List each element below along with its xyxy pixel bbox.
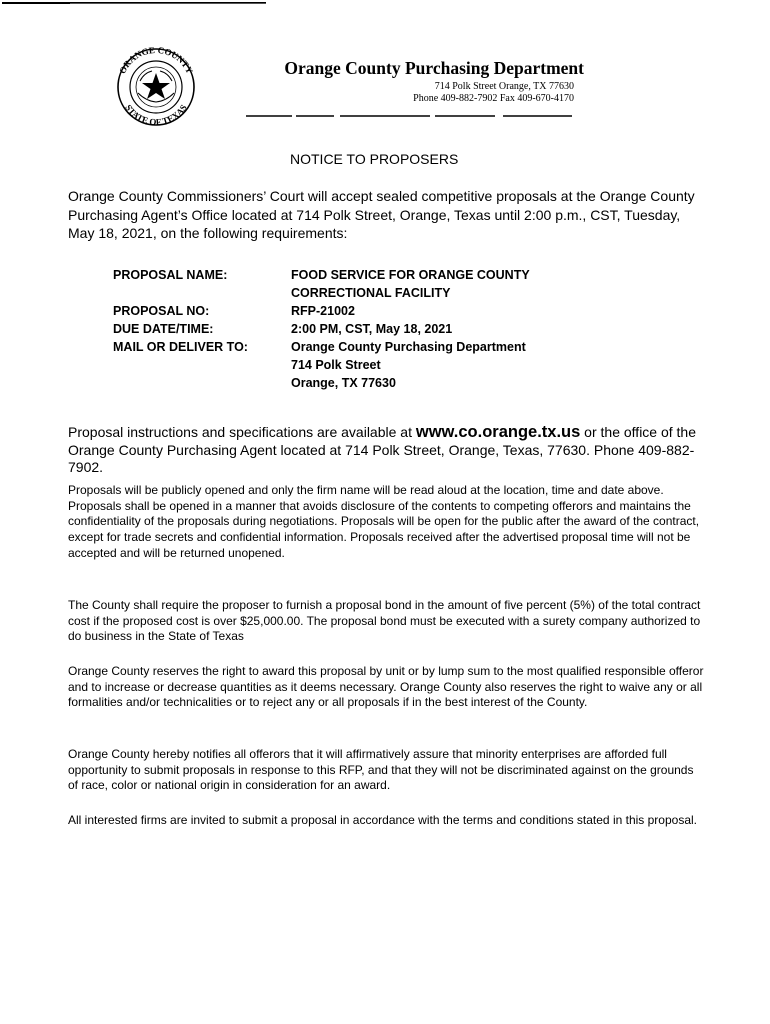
notice-title: NOTICE TO PROPOSERS bbox=[290, 151, 459, 167]
proposal-name-value-2: CORRECTIONAL FACILITY bbox=[291, 286, 451, 300]
department-address: 714 Polk Street Orange, TX 77630 bbox=[434, 81, 574, 92]
proposal-no-value: RFP-21002 bbox=[291, 304, 355, 318]
proposal-name-value-1: FOOD SERVICE FOR ORANGE COUNTY bbox=[291, 268, 530, 282]
svg-text:STATE OF TEXAS: STATE OF TEXAS bbox=[123, 102, 189, 127]
mail-deliver-label: MAIL OR DELIVER TO: bbox=[113, 340, 248, 354]
mail-deliver-value-3: Orange, TX 77630 bbox=[291, 376, 396, 390]
intro-paragraph: Orange County Commissioners’ Court will accept sealed competitive proposals at the Orange County Purchasing Agent’s Office located at 714 Polk Street, Orange, Texas until 2:00 p.m., CST, Tuesday, May 18, 2021, on the following requirements: bbox=[68, 188, 695, 241]
due-date-value: 2:00 PM, CST, May 18, 2021 bbox=[291, 322, 453, 336]
proposal-name-label: PROPOSAL NAME: bbox=[113, 268, 228, 282]
minority-notice-paragraph: Orange County hereby notifies all offerors that it will affirmatively assure that minority enterprises are afforded full opportunity to submit proposals in response to this RFP, and that they will not be discriminated against on the grounds of race, color or national origin in consideration for an award. bbox=[68, 747, 694, 793]
proposal-no-label: PROPOSAL NO: bbox=[113, 304, 210, 318]
header-separator bbox=[246, 115, 572, 117]
availability-text-before: Proposal instructions and specifications are available at bbox=[68, 424, 416, 440]
mail-deliver-value-1: Orange County Purchasing Department bbox=[291, 340, 526, 354]
county-seal-logo bbox=[108, 47, 204, 127]
award-rights-paragraph: Orange County reserves the right to award this proposal by unit or by lump sum to the most qualified responsible offeror and to increase or decrease quantities as it deems necessary. Orange County also reserves the right to waive any or all formalities and/or technicalities or to reject any or all proposals if in the best interest of the County. bbox=[68, 664, 704, 710]
bond-paragraph: The County shall require the proposer to furnish a proposal bond in the amount of five percent (5%) of the total contract cost if the proposed cost is over $25,000.00. The proposal bond must be executed with a surety company authorized to do business in the State of Texas bbox=[68, 598, 701, 644]
availability-text-after: or the office of the Orange County Purchasing Agent located at 714 Polk Street, Orange, Texas, 77630. Phone 409-882-7902. bbox=[68, 424, 697, 475]
svg-text:ORANGE COUNTY: ORANGE COUNTY bbox=[117, 47, 195, 76]
mail-deliver-value-2: 714 Polk Street bbox=[291, 358, 381, 372]
website-link[interactable]: www.co.orange.tx.us bbox=[415, 423, 581, 441]
department-phone-fax: Phone 409-882-7902 Fax 409-670-4170 bbox=[413, 93, 574, 104]
availability-paragraph bbox=[68, 424, 708, 477]
top-rule-thin bbox=[70, 3, 266, 4]
department-title: Orange County Purchasing Department bbox=[284, 58, 584, 78]
due-date-label: DUE DATE/TIME: bbox=[113, 322, 214, 336]
opening-paragraph: Proposals will be publicly opened and only the firm name will be read aloud at the location, time and date above. Proposals shall be opened in a manner that avoids disclosure of the contents to competing offerors and maintains the confidentiality of the proposals during negotiations. Proposals will be open for the public after the award of the contract, except for trade secrets and confidential information. Proposals received after the advertised proposal time will not be accepted and will be returned unopened. bbox=[68, 483, 700, 560]
invitation-paragraph: All interested firms are invited to submit a proposal in accordance with the terms and conditions stated in this proposal. bbox=[68, 813, 697, 827]
